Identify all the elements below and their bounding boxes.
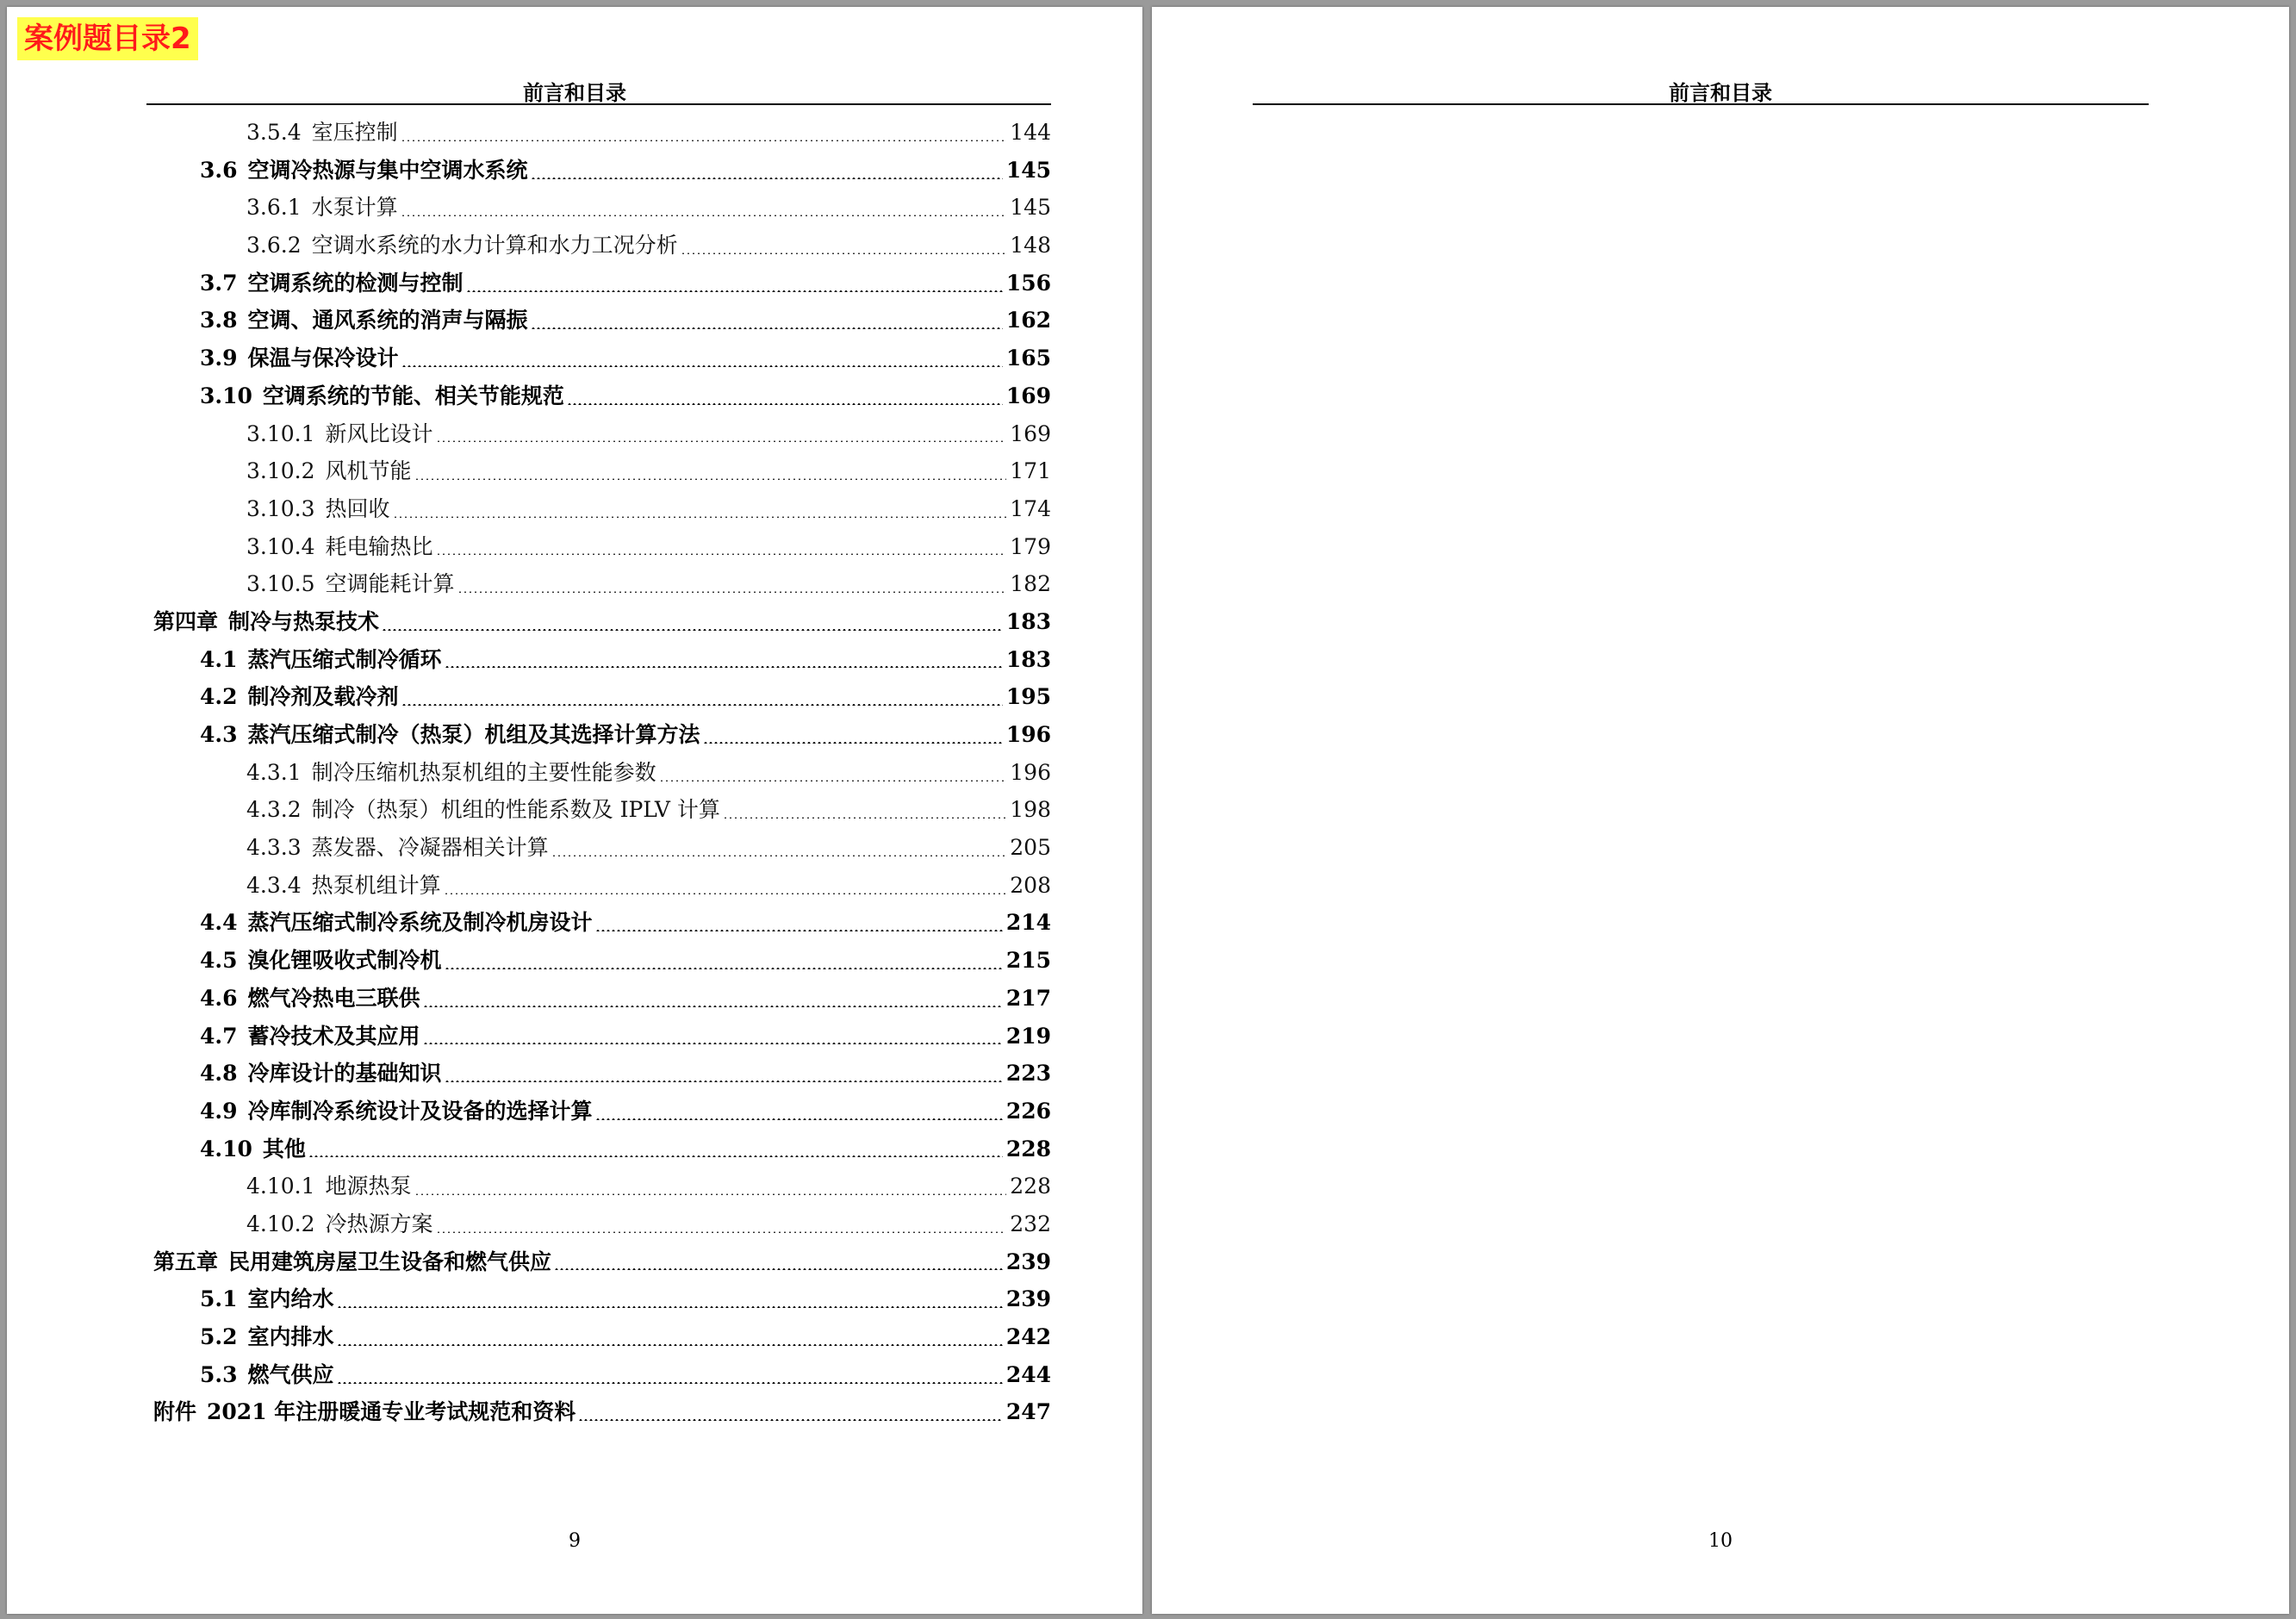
toc-entry-page: 208 [1010, 872, 1051, 898]
toc-dot-leader [595, 930, 1003, 931]
toc-entry[interactable] [146, 867, 1051, 905]
toc-entry-title: 其他 [262, 1136, 306, 1161]
toc-entry-number: 3.6 [200, 157, 238, 183]
toc-entry-label [200, 1356, 334, 1394]
toc-entry-label [246, 189, 398, 227]
toc-entry-label [200, 1280, 334, 1318]
toc-entry-title: 风机节能 [325, 458, 412, 484]
toc-entry[interactable] [146, 980, 1051, 1018]
page-number: 10 [1708, 1530, 1733, 1552]
toc-entry-label [200, 904, 593, 942]
toc-entry-title: 燃气冷热电三联供 [247, 985, 420, 1011]
toc-dot-leader [423, 1006, 1003, 1007]
toc-entry-page: 171 [1010, 458, 1051, 484]
toc-entry-title: 冷热源方案 [325, 1211, 433, 1236]
toc-entry-label [200, 942, 442, 980]
toc-entry[interactable] [146, 265, 1051, 302]
toc-entry-label [200, 265, 464, 302]
toc-entry-title: 冷库制冷系统设计及设备的选择计算 [247, 1098, 593, 1124]
toc-entry-number: 3.10.3 [246, 495, 315, 521]
toc-entry-number: 3.10.1 [246, 420, 315, 446]
toc-entry-number: 4.1 [200, 646, 238, 672]
toc-dot-leader [401, 704, 1003, 706]
toc-entry-title: 制冷与热泵技术 [228, 608, 380, 634]
toc-entry-label [246, 565, 455, 603]
toc-entry[interactable] [146, 1018, 1051, 1055]
toc-entry-page: 215 [1005, 948, 1051, 974]
page-10 [1152, 7, 2289, 1614]
header-divider [1253, 103, 2149, 105]
toc-entry-page: 205 [1010, 835, 1051, 861]
toc-entry-title: 蒸汽压缩式制冷系统及制冷机房设计 [247, 910, 593, 936]
toc-entry-page: 165 [1005, 346, 1051, 371]
toc-entry-page: 145 [1005, 157, 1051, 183]
toc-entry-number: 3.10.2 [246, 458, 315, 484]
toc-entry-label [200, 1318, 334, 1356]
toc-entry-title: 室压控制 [311, 120, 398, 145]
toc-entry-title: 空调水系统的水力计算和水力工况分析 [311, 233, 678, 258]
toc-entry-number: 4.4 [200, 910, 238, 936]
toc-entry[interactable] [146, 829, 1051, 867]
toc-entry-label [246, 1168, 412, 1205]
toc-entry-label [200, 377, 564, 415]
toc-dot-leader [551, 855, 1007, 856]
toc-entry[interactable] [146, 1280, 1051, 1318]
toc-entry-number: 5.3 [200, 1361, 238, 1387]
toc-entry-page: 247 [1005, 1399, 1051, 1425]
toc-entry-title: 室内给水 [247, 1286, 334, 1312]
toc-entry-title: 蓄冷技术及其应用 [247, 1023, 420, 1049]
toc-entry-number: 3.10.5 [246, 571, 315, 597]
toc-dot-leader [436, 1231, 1007, 1233]
toc-entry-title: 地源热泵 [325, 1174, 412, 1199]
toc-entry[interactable] [146, 227, 1051, 265]
toc-entry-number: 5.1 [200, 1286, 238, 1312]
page-header-title: 前言和目录 [1669, 81, 1772, 105]
toc-entry-page: 195 [1005, 684, 1051, 710]
toc-entry[interactable] [146, 452, 1051, 490]
toc-entry-page: 169 [1005, 383, 1051, 408]
toc-entry[interactable] [146, 1393, 1051, 1431]
toc-entry-page: 226 [1005, 1098, 1051, 1124]
toc-entry-page: 217 [1005, 985, 1051, 1011]
toc-entry-page: 239 [1005, 1248, 1051, 1274]
toc-entry-page: 183 [1005, 646, 1051, 672]
toc-entry-page: 219 [1005, 1023, 1051, 1049]
toc-dot-leader [703, 742, 1003, 744]
toc-entry[interactable] [146, 302, 1051, 339]
toc-entry-page: 196 [1010, 759, 1051, 785]
toc-entry-title: 冷库设计的基础知识 [247, 1061, 442, 1087]
toc-entry[interactable] [146, 528, 1051, 566]
toc-entry[interactable] [146, 1093, 1051, 1130]
toc-dot-leader [337, 1382, 1003, 1384]
toc-dot-leader [423, 1043, 1003, 1044]
toc-entry[interactable] [146, 641, 1051, 679]
toc-entry-label [153, 603, 379, 641]
toc-entry-label [246, 1205, 433, 1243]
toc-entry-label [200, 1018, 420, 1055]
toc-entry[interactable] [146, 1168, 1051, 1205]
toc-entry[interactable] [146, 791, 1051, 829]
toc-entry-label [246, 452, 412, 490]
toc-dot-leader [457, 591, 1007, 593]
toc-dot-leader [445, 1080, 1003, 1082]
toc-entry-title: 热泵机组计算 [311, 872, 441, 898]
toc-entry-title: 制冷剂及载冷剂 [247, 684, 399, 710]
toc-dot-leader [401, 140, 1007, 141]
toc-entry-page: 148 [1010, 233, 1051, 258]
toc-entry[interactable] [146, 565, 1051, 603]
toc-dot-leader [401, 215, 1007, 216]
toc-entry-number: 3.6.2 [246, 233, 302, 258]
toc-entry-page: 144 [1010, 120, 1051, 145]
toc-entry-page: 162 [1005, 308, 1051, 333]
toc-dot-leader [723, 817, 1006, 819]
toc-entry-label [200, 152, 528, 190]
toc-entry[interactable] [146, 942, 1051, 980]
toc-entry-label [246, 227, 678, 265]
toc-entry-title: 室内排水 [247, 1324, 334, 1349]
toc-dot-leader [578, 1419, 1003, 1421]
toc-entry-number: 3.5.4 [246, 120, 302, 145]
toc-entry-page: 214 [1005, 910, 1051, 936]
toc-entry-label [246, 829, 549, 867]
toc-entry-number: 4.10 [200, 1136, 252, 1161]
toc-entry-page: 145 [1010, 195, 1051, 221]
toc-entry-number: 4.3 [200, 722, 238, 747]
toc-entry-title: 燃气供应 [247, 1361, 334, 1387]
toc-dot-leader [337, 1306, 1003, 1308]
toc-entry-label [246, 490, 390, 528]
toc-entry-label [153, 1393, 576, 1431]
toc-entry-number: 3.9 [200, 346, 238, 371]
toc-entry[interactable] [146, 152, 1051, 190]
toc-entry-page: 156 [1005, 270, 1051, 296]
toc-dot-leader [414, 1193, 1007, 1195]
toc-entry-label [200, 678, 399, 716]
toc-entry-number: 4.10.2 [246, 1211, 315, 1236]
toc-entry-page: 174 [1010, 495, 1051, 521]
toc-dot-leader [554, 1268, 1003, 1270]
toc-entry[interactable] [146, 339, 1051, 377]
toc-dot-leader [681, 252, 1007, 254]
toc-entry[interactable] [146, 1055, 1051, 1093]
toc-entry-title: 蒸汽压缩式制冷（热泵）机组及其选择计算方法 [247, 722, 700, 747]
toc-entry-title: 空调冷热源与集中空调水系统 [247, 157, 528, 183]
toc-entry[interactable] [146, 415, 1051, 453]
toc-entry-page: 169 [1010, 420, 1051, 446]
toc-entry-page: 183 [1005, 608, 1051, 634]
toc-entry-title: 空调、通风系统的消声与隔振 [247, 308, 528, 333]
toc-entry-title: 空调系统的节能、相关节能规范 [262, 383, 564, 408]
toc-entry-page: 239 [1005, 1286, 1051, 1312]
toc-entry-number: 3.8 [200, 308, 238, 333]
toc-entry-title: 制冷压缩机热泵机组的主要性能参数 [311, 759, 656, 785]
toc-entry-label [200, 716, 700, 754]
page-header-title: 前言和目录 [523, 81, 626, 105]
toc-entry-title: 蒸发器、冷凝器相关计算 [311, 835, 549, 861]
toc-entry-page: 198 [1010, 797, 1051, 823]
toc-entry-number: 4.3.4 [246, 872, 302, 898]
toc-dot-leader [444, 893, 1007, 894]
toc-entry[interactable] [146, 1130, 1051, 1168]
toc-dot-leader [445, 968, 1003, 969]
toc-entry-page: 228 [1005, 1136, 1051, 1161]
toc-entry-label [200, 1055, 442, 1093]
catalog-overlay-label: 案例题目录2 [17, 17, 198, 60]
toc-entry-number: 4.2 [200, 684, 238, 710]
toc-entry-number: 4.9 [200, 1098, 238, 1124]
toc-dot-leader [659, 780, 1007, 781]
toc-entry-number: 4.5 [200, 948, 238, 974]
toc-dot-leader [382, 629, 1003, 631]
toc-entry-number: 3.10 [200, 383, 252, 408]
toc-entry-label [246, 528, 433, 566]
toc-entry[interactable] [146, 189, 1051, 227]
toc-entry-label [200, 980, 420, 1018]
page-9 [7, 7, 1142, 1614]
toc-entry-page: 232 [1010, 1211, 1051, 1236]
toc-entry-label [246, 114, 398, 152]
toc-entry-number: 4.3.3 [246, 835, 302, 861]
toc-entry-number: 4.8 [200, 1061, 238, 1087]
toc-entry-label [153, 1243, 551, 1281]
page-number: 9 [569, 1530, 581, 1552]
toc-entry-label [246, 415, 433, 453]
toc-dot-leader [436, 440, 1007, 442]
toc-entry-number: 5.2 [200, 1324, 238, 1349]
toc-entry-page: 242 [1005, 1324, 1051, 1349]
toc-dot-leader [414, 478, 1007, 480]
toc-entry[interactable] [146, 1243, 1051, 1281]
toc-entry[interactable] [146, 1356, 1051, 1394]
toc-entry-label [200, 339, 399, 377]
toc-dot-leader [445, 666, 1003, 668]
toc-entry-label [246, 754, 656, 792]
toc-entry-title: 耗电输热比 [325, 533, 433, 559]
toc-dot-leader [595, 1118, 1003, 1120]
toc-entry-number: 附件 [153, 1399, 197, 1425]
toc-entry-number: 3.6.1 [246, 195, 302, 221]
toc-dot-leader [337, 1344, 1003, 1346]
header-divider [146, 103, 1051, 105]
toc-entry[interactable] [146, 1205, 1051, 1243]
table-of-contents [146, 114, 1051, 1431]
toc-entry-title: 2021 年注册暖通专业考试规范和资料 [207, 1399, 576, 1425]
toc-entry-label [200, 641, 442, 679]
toc-dot-leader [531, 327, 1003, 329]
toc-entry-page: 228 [1010, 1174, 1051, 1199]
toc-dot-leader [466, 290, 1003, 292]
toc-dot-leader [308, 1155, 1003, 1157]
toc-entry[interactable] [146, 904, 1051, 942]
toc-entry[interactable] [146, 1318, 1051, 1356]
toc-entry-title: 民用建筑房屋卫生设备和燃气供应 [228, 1248, 552, 1274]
toc-entry-number: 4.10.1 [246, 1174, 315, 1199]
toc-entry-number: 4.3.2 [246, 797, 302, 823]
toc-dot-leader [531, 177, 1003, 179]
toc-dot-leader [393, 516, 1007, 518]
toc-entry-page: 196 [1005, 722, 1051, 747]
toc-entry-page: 182 [1010, 571, 1051, 597]
toc-entry-number: 第五章 [153, 1248, 219, 1274]
toc-entry[interactable] [146, 716, 1051, 754]
toc-entry[interactable] [146, 754, 1051, 792]
toc-entry-title: 热回收 [325, 495, 390, 521]
toc-entry-number: 4.7 [200, 1023, 238, 1049]
toc-entry-number: 3.10.4 [246, 533, 315, 559]
toc-entry-label [246, 791, 720, 829]
toc-entry[interactable] [146, 490, 1051, 528]
toc-entry-title: 水泵计算 [311, 195, 398, 221]
toc-entry-title: 制冷（热泵）机组的性能系数及 IPLV 计算 [311, 797, 720, 823]
toc-entry-title: 新风比设计 [325, 420, 433, 446]
toc-entry-label [200, 1130, 306, 1168]
toc-entry-page: 223 [1005, 1061, 1051, 1087]
toc-entry[interactable] [146, 603, 1051, 641]
toc-entry-number: 4.6 [200, 985, 238, 1011]
toc-entry-label [246, 867, 441, 905]
toc-entry-number: 第四章 [153, 608, 219, 634]
toc-entry[interactable] [146, 377, 1051, 415]
toc-entry-title: 空调系统的检测与控制 [247, 270, 464, 296]
toc-dot-leader [401, 365, 1003, 367]
toc-entry-page: 244 [1005, 1361, 1051, 1387]
toc-entry-title: 保温与保冷设计 [247, 346, 399, 371]
toc-dot-leader [567, 403, 1003, 405]
toc-dot-leader [436, 553, 1007, 555]
toc-entry-page: 179 [1010, 533, 1051, 559]
toc-entry[interactable] [146, 114, 1051, 152]
toc-entry[interactable] [146, 678, 1051, 716]
toc-entry-label [200, 1093, 593, 1130]
toc-entry-title: 空调能耗计算 [325, 571, 455, 597]
toc-entry-title: 溴化锂吸收式制冷机 [247, 948, 442, 974]
toc-entry-number: 4.3.1 [246, 759, 302, 785]
toc-entry-label [200, 302, 528, 339]
toc-entry-title: 蒸汽压缩式制冷循环 [247, 646, 442, 672]
toc-entry-number: 3.7 [200, 270, 238, 296]
